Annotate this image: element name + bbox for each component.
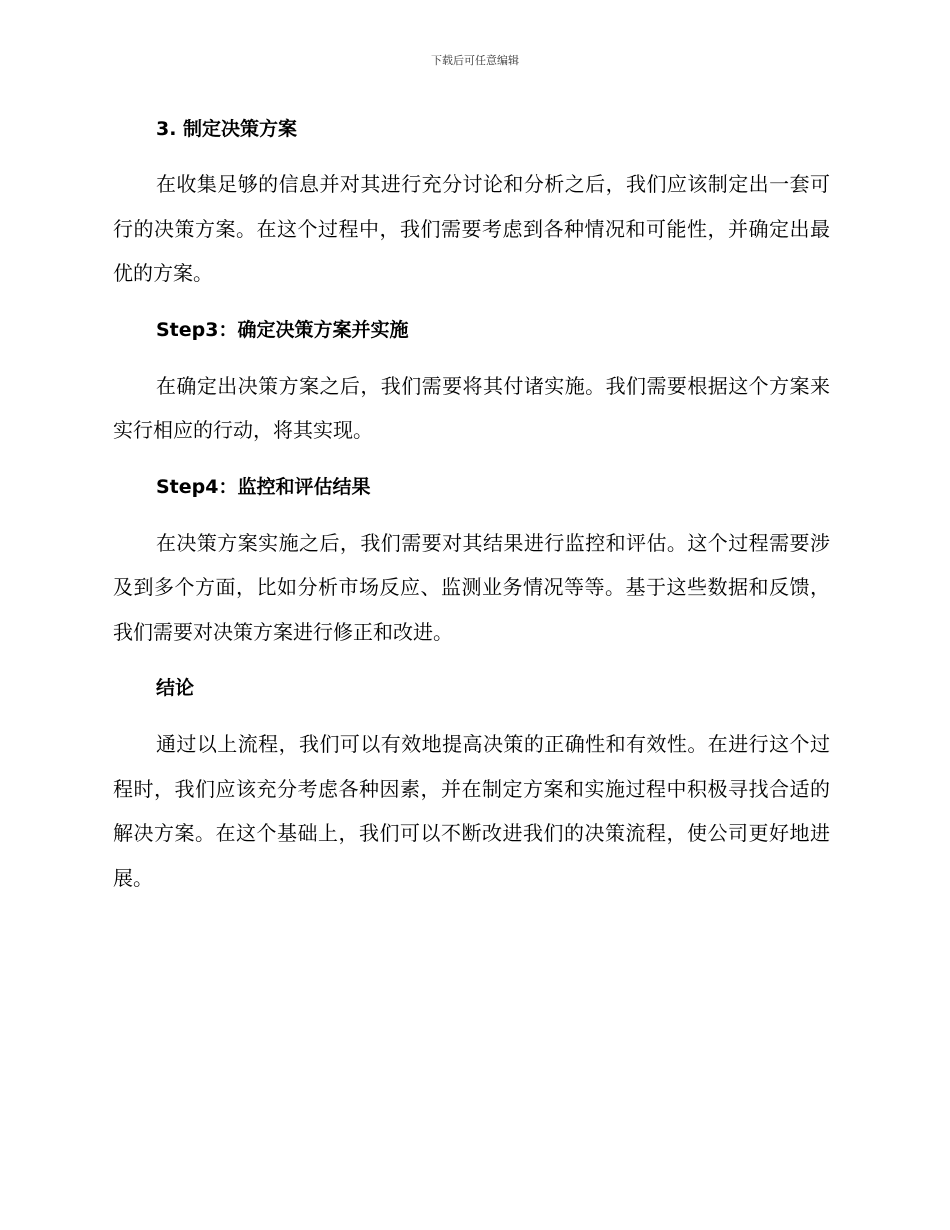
section-paragraph-make-decision-plan: 在收集足够的信息并对其进行充分讨论和分析之后，我们应该制定出一套可行的决策方案。在这个过程中，我们需要考虑到各种情况和可能性，并确定出最优的方案。 xyxy=(113,172,830,285)
section-heading-step3: Step3：确定决策方案并实施 xyxy=(156,318,409,341)
section-paragraph-conclusion: 通过以上流程，我们可以有效地提高决策的正确性和有效性。在进行这个过程时，我们应该充分考虑各种因素，并在制定方案和实施过程中积极寻找合适的解决方案。在这个基础上，我们可以不断改进我们的决策流程，使公司更好地进展。 xyxy=(113,732,830,890)
section-paragraph-step3: 在确定出决策方案之后，我们需要将其付诸实施。我们需要根据这个方案来实行相应的行动，将其实现。 xyxy=(113,373,830,442)
section-heading-conclusion: 结论 xyxy=(156,677,195,699)
page-header-note: 下载后可任意编辑 xyxy=(431,54,519,67)
section-heading-step4: Step4：监控和评估结果 xyxy=(156,475,371,498)
section-heading-make-decision-plan: 3. 制定决策方案 xyxy=(156,118,298,140)
section-paragraph-step4: 在决策方案实施之后，我们需要对其结果进行监控和评估。这个过程需要涉及到多个方面，比如分析市场反应、监测业务情况等等。基于这些数据和反馈，我们需要对决策方案进行修正和改进。 xyxy=(113,530,830,644)
document-body xyxy=(113,112,830,900)
